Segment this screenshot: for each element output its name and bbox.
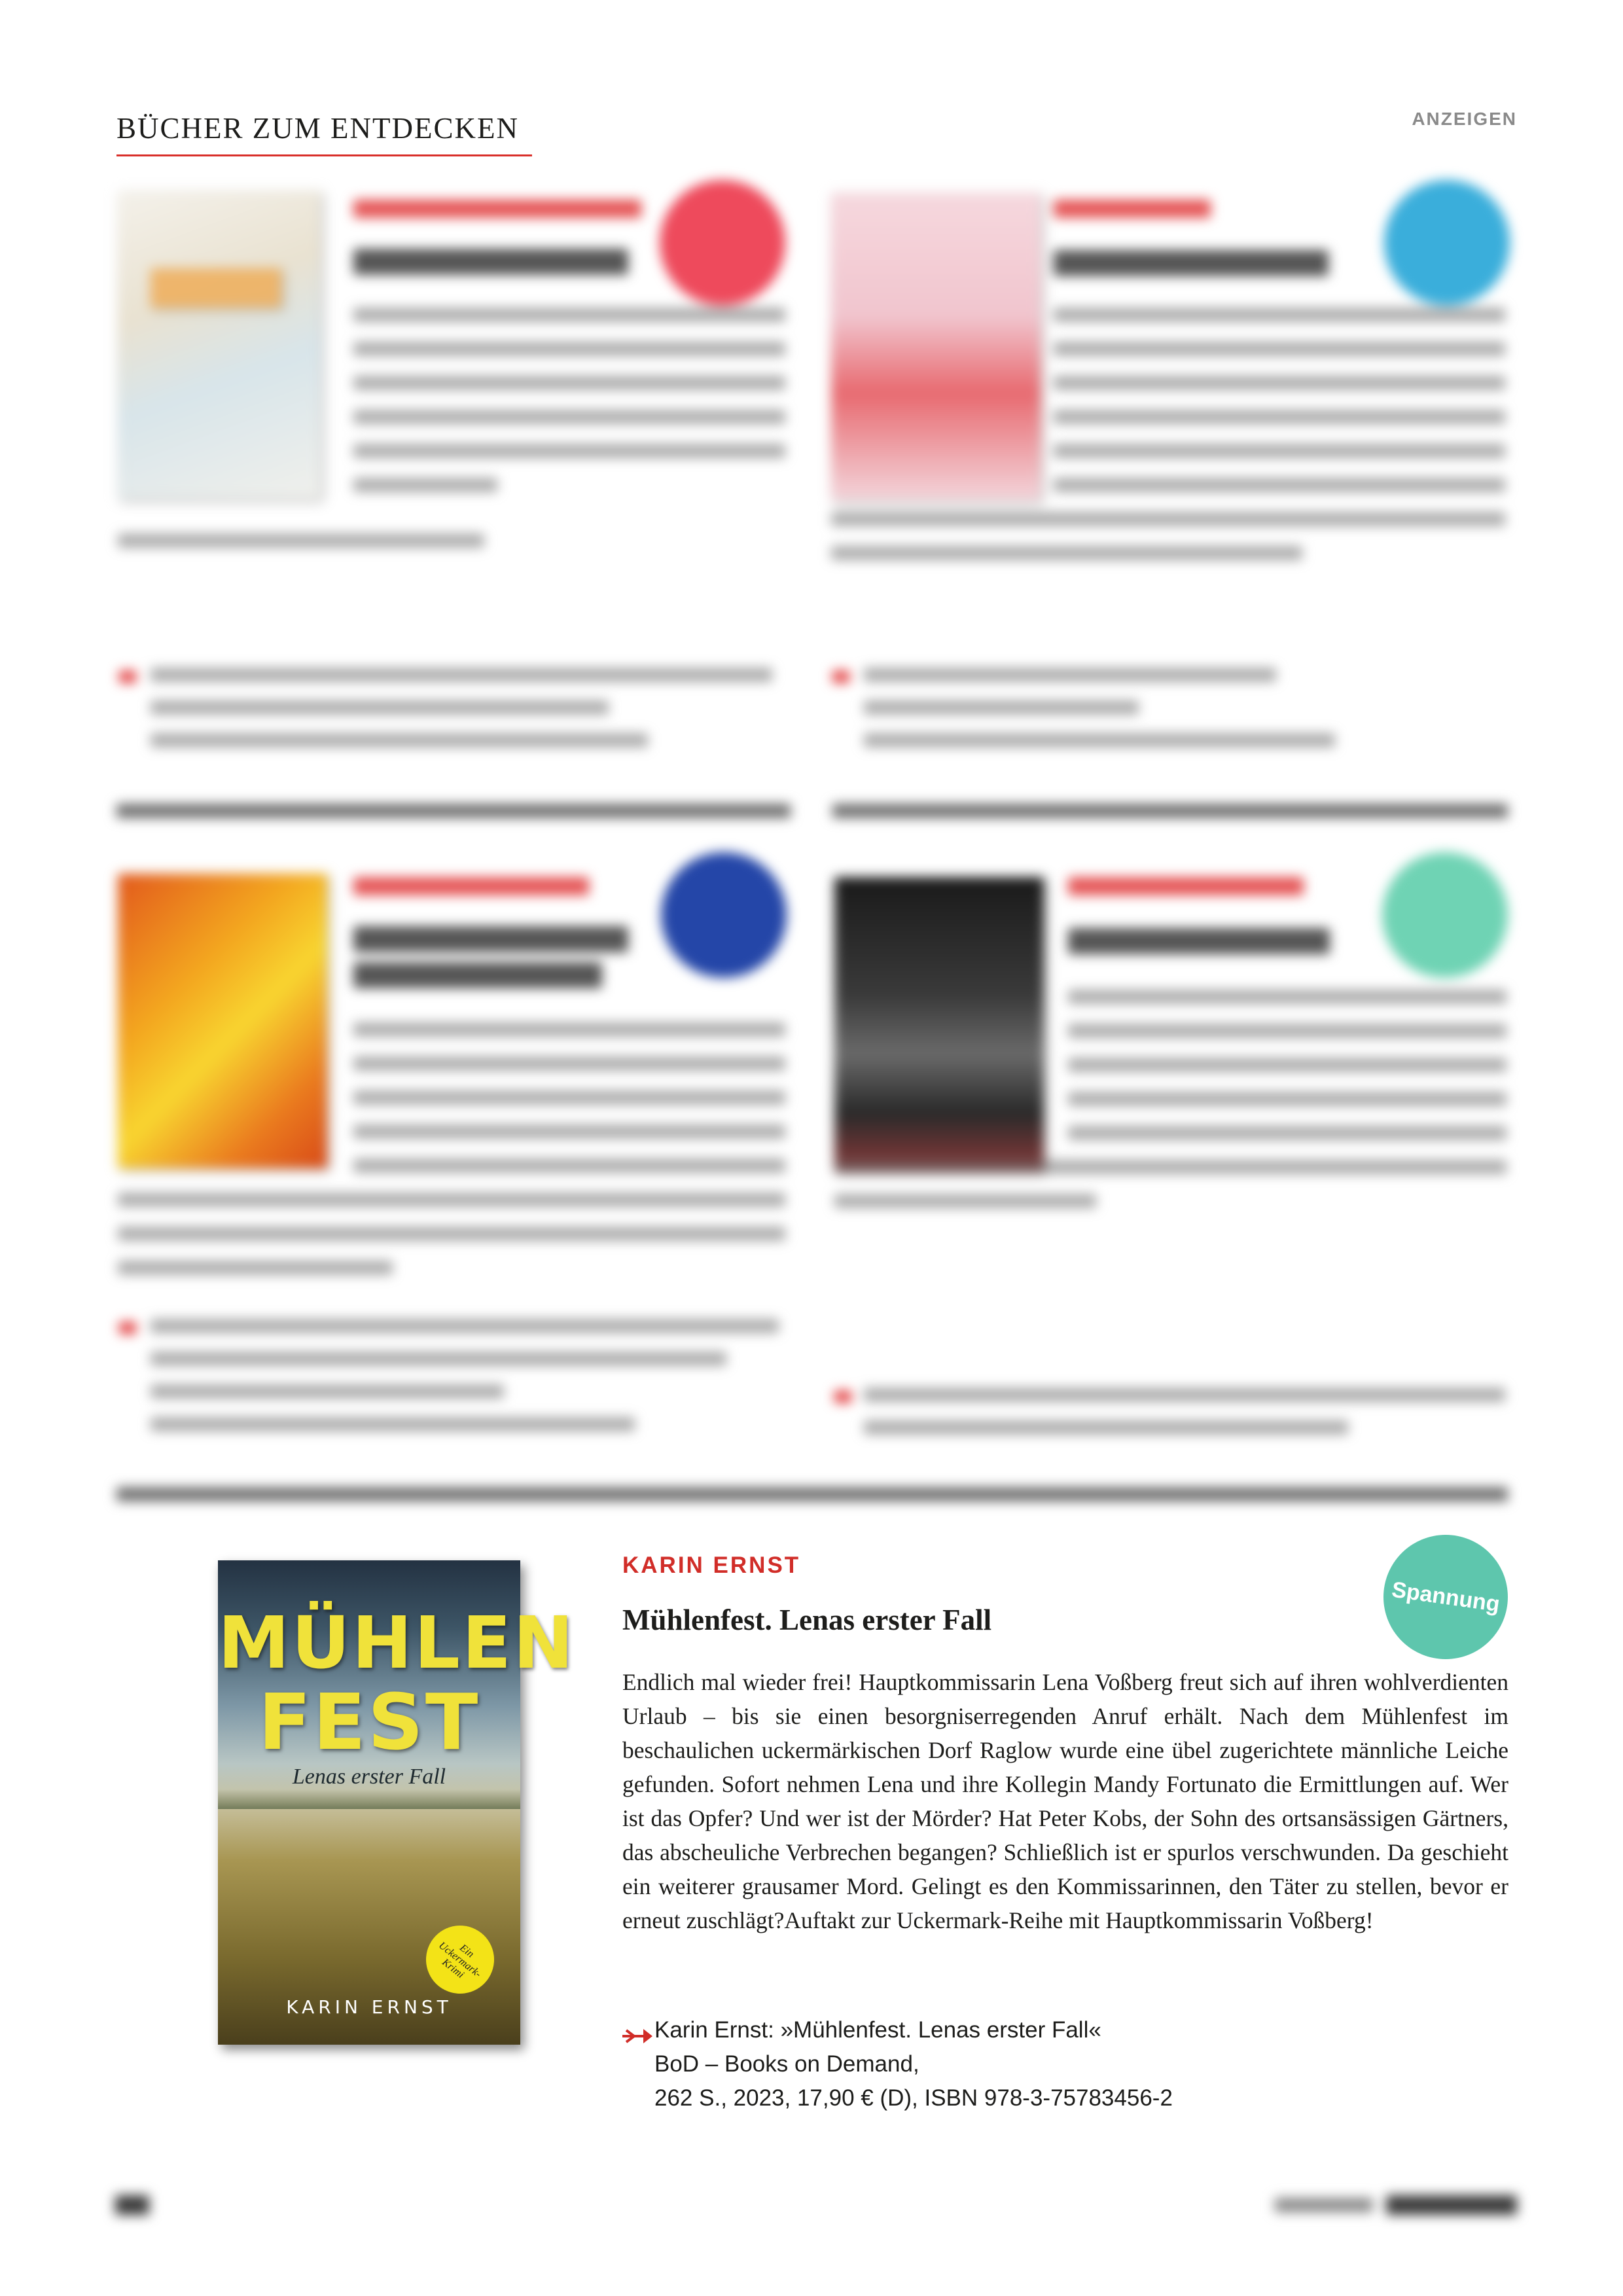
ad-info-text — [151, 668, 772, 682]
genre-badge-label: Spannung — [1390, 1577, 1501, 1617]
genre-badge — [661, 852, 787, 978]
ad-author-text — [353, 877, 589, 895]
ad-body-text — [118, 1193, 785, 1207]
ad-body-text — [353, 410, 785, 424]
ad-body-text — [353, 342, 785, 356]
ad-body-text — [118, 1227, 785, 1241]
arrow-right-icon — [622, 2028, 652, 2045]
ad-info-text — [151, 1417, 635, 1431]
ad-body-text — [353, 444, 785, 458]
ad-label: ANZEIGEN — [1412, 109, 1517, 129]
book-info-line: BoD – Books on Demand, — [654, 2051, 919, 2077]
ad-info-text — [151, 733, 648, 747]
ad-body-text — [1054, 478, 1505, 492]
ad-block-1 — [111, 177, 798, 766]
ad-body-text — [353, 1124, 785, 1139]
ad-body-text — [353, 478, 497, 492]
ad-block-2 — [825, 177, 1518, 766]
ad-title-text — [353, 249, 628, 275]
ad-body-text — [1054, 308, 1505, 322]
book-cover-accent — [151, 268, 281, 308]
ad-body-text — [831, 512, 1505, 526]
cover-badge-text: Ein Uckermark- Krimi — [437, 1939, 484, 1981]
ad-body-text — [1054, 444, 1505, 458]
ad-body-text — [118, 1261, 393, 1275]
book-info-line: 262 S., 2023, 17,90 € (D), ISBN 978-3-75783456-2 — [654, 2085, 1173, 2111]
ad-info-text — [864, 668, 1276, 682]
ad-body-text — [1068, 990, 1507, 1004]
footer-magazine-info — [1275, 2195, 1517, 2215]
arrow-icon — [832, 671, 849, 683]
book-description: Endlich mal wieder frei! Hauptkommissarin Lena Voßberg freut sich auf ihren wohlverdienten Urlaub – bis sie einen besorgniserregenden Anruf erhält. Nach dem Mühlenfest im beschaulichen uckermärkischen Dorf Raglow wurde eine übel zugerichtete männliche Leiche gefunden. Sofort nehmen Lena und ihre Kollegin Mandy Fortunato die Ermittlungen auf. Wer ist das Opfer? Und wer ist der Mörder? Hat Peter Kobs, der Sohn des ortsansässigen Gärtners, das abscheuliche Verbrechen begangen? Schließlich ist er spurlos verschwunden. Da geschieht ein weiterer grausamer Mord. Gelingt es den Kommissarinnen, den Täter zu stellen, bevor er erneut zuschlägt?Auftakt zur Uckermark-Reihe mit Hauptkommissarin Voßberg! — [622, 1669, 1508, 1933]
ad-body-text — [1054, 342, 1505, 356]
ad-info-text — [151, 1384, 504, 1399]
genre-badge — [1384, 180, 1510, 306]
section-title-underline — [116, 154, 532, 156]
book-cover-image — [831, 193, 1041, 501]
ad-title-text — [1054, 250, 1329, 276]
separator-bar — [832, 804, 1508, 818]
cover-badge — [412, 1912, 508, 2007]
cover-horizon — [218, 1789, 520, 1809]
ad-body-text — [1068, 1126, 1507, 1140]
book-info-line: Karin Ernst: »Mühlenfest. Lenas erster Fall« — [654, 2017, 1101, 2043]
ad-body-text — [353, 308, 785, 322]
cover-author: KARIN ERNST — [286, 1996, 452, 2018]
ad-block-4 — [825, 851, 1518, 1453]
ad-body-text — [118, 533, 484, 548]
cover-subtitle: Lenas erster Fall — [292, 1765, 446, 1789]
separator-bar — [116, 804, 791, 818]
ad-body-text — [353, 1090, 785, 1105]
ad-info-text — [864, 700, 1139, 715]
ad-body-text — [1068, 1024, 1507, 1038]
ad-info-text — [151, 1352, 726, 1366]
genre-badge — [660, 180, 785, 306]
separator-bar — [116, 1487, 1508, 1501]
book-cover-image — [834, 877, 1044, 1172]
cover-title-line-1: MÜHLEN — [218, 1601, 576, 1685]
ad-body-text — [831, 546, 1302, 560]
ad-author-text — [353, 200, 641, 218]
ad-body-text — [1054, 376, 1505, 390]
ad-body-text — [1068, 1092, 1507, 1106]
ad-title-text — [353, 926, 628, 952]
ad-author-text — [1068, 877, 1304, 895]
arrow-icon — [119, 671, 136, 683]
ad-author-text — [1054, 200, 1211, 218]
ad-body-text — [353, 1158, 785, 1173]
book-author: KARIN ERNST — [622, 1552, 801, 1578]
book-cover-image — [118, 874, 327, 1168]
arrow-icon — [119, 1322, 136, 1334]
ad-body-text — [1068, 1058, 1507, 1072]
book-cover — [218, 1560, 576, 2045]
ad-body-text — [353, 1056, 785, 1071]
genre-badge — [1383, 1535, 1508, 1659]
ad-title-text — [1068, 928, 1330, 954]
ad-info-text — [151, 1319, 779, 1333]
book-title: Mühlenfest. Lenas erster Fall — [622, 1604, 992, 1636]
book-cover-image — [118, 191, 321, 499]
arrow-icon — [834, 1391, 851, 1403]
cover-title-line-2: FEST — [258, 1677, 480, 1767]
ad-info-text — [151, 700, 609, 715]
page-number — [115, 2195, 149, 2215]
genre-badge — [1382, 852, 1508, 978]
section-title: BÜCHER ZUM ENTDECKEN — [116, 112, 519, 145]
ad-title-text — [353, 962, 602, 988]
ad-block-3 — [111, 851, 805, 1453]
ad-info-text — [864, 733, 1335, 747]
ad-info-text — [864, 1420, 1348, 1435]
ad-body-text — [834, 1160, 1507, 1174]
ad-body-text — [1054, 410, 1505, 424]
ad-info-text — [864, 1388, 1505, 1402]
ad-body-text — [834, 1194, 1096, 1208]
ad-body-text — [353, 1022, 785, 1037]
ad-body-text — [353, 376, 785, 390]
